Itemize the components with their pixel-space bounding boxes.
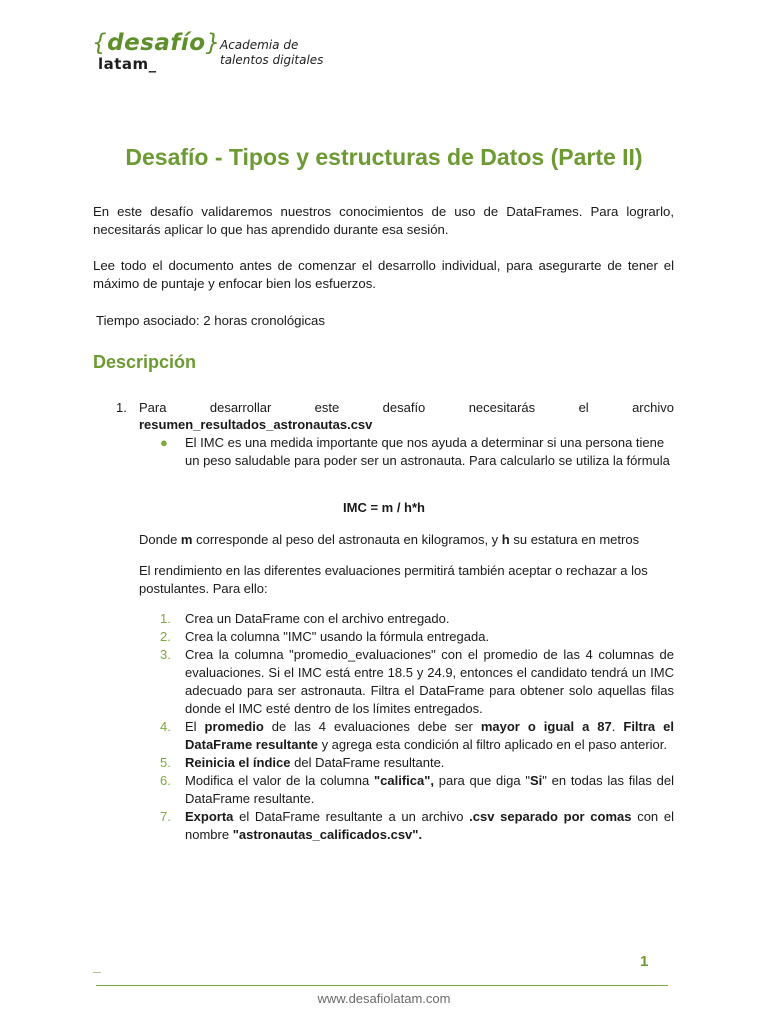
formula-explanation: Donde m corresponde al peso del astronauta en kilogramos, y h su estatura en metros xyxy=(139,532,640,547)
imc-formula: IMC = m / h*h xyxy=(343,500,425,515)
file-name: resumen_resultados_astronautas.csv xyxy=(139,417,373,432)
logo-tagline: Academia de talentos digitales xyxy=(220,38,324,67)
logo-subtitle: latam_ xyxy=(98,55,157,73)
item-text-line: Para desarrollar este desafío necesitarás el archivo xyxy=(139,400,674,415)
step-number: 3. xyxy=(160,647,171,662)
document-title: Desafío - Tipos y estructuras de Datos (Parte II) xyxy=(125,144,643,170)
bullet-dot-icon: ● xyxy=(160,435,168,450)
bullet-text: El IMC es una medida importante que nos ayuda a determinar si una persona tiene un peso saludable para poder ser un astronauta. Para calcularlo se utiliza la fórmula xyxy=(185,435,670,468)
list-item: 5. Reinicia el índice del DataFrame resultante. xyxy=(160,755,445,770)
footer-mark: _ xyxy=(93,958,101,974)
step-number: 1. xyxy=(160,611,171,626)
logo-wordmark: {desafío} xyxy=(92,30,221,56)
brand-logo xyxy=(92,30,221,72)
instructions-paragraph: Lee todo el documento antes de comenzar el desarrollo individual, para asegurarte de tener el máximo de puntaje y enfocar bien los esfuerzos. xyxy=(93,258,674,291)
step-number: 4. xyxy=(160,719,171,734)
footer-url: www.desafiolatam.com xyxy=(317,991,451,1006)
list-item: 4. El promedio de las 4 evaluaciones debe ser mayor o igual a 87. Filtra el DataFrame resultante y agrega esta condición al filtro aplicado en el paso anterior. xyxy=(160,719,674,752)
step-number: 2. xyxy=(160,629,171,644)
list-item xyxy=(139,399,674,433)
page-number: 1 xyxy=(640,953,649,970)
list-item: 7. Exporta el DataFrame resultante a un archivo .csv separado por comas con el nombre "astronautas_calificados.csv". xyxy=(160,809,674,842)
footer-divider xyxy=(96,985,668,986)
step-number: 7. xyxy=(160,809,171,824)
step-number: 5. xyxy=(160,755,171,770)
step-number: 6. xyxy=(160,773,171,788)
time-paragraph: Tiempo asociado: 2 horas cronológicas xyxy=(96,313,325,328)
list-item: 2. Crea la columna "IMC" usando la fórmula entregada. xyxy=(160,629,490,644)
list-item: 6. Modifica el valor de la columna "califica", para que diga "Si" en todas las filas del DataFrame resultante. xyxy=(160,773,674,806)
intro-paragraph: En este desafío validaremos nuestros conocimientos de uso de DataFrames. Para lograrlo, necesitarás aplicar lo que has aprendido durante esa sesión. xyxy=(93,204,674,237)
list-item: 1. Crea un DataFrame con el archivo entregado. xyxy=(160,611,450,626)
list-number: 1. xyxy=(116,400,127,415)
section-heading: Descripción xyxy=(93,352,197,372)
performance-paragraph: El rendimiento en las diferentes evaluaciones permitirá también aceptar o rechazar a los postulantes. Para ello: xyxy=(139,563,648,596)
list-item: 3. Crea la columna "promedio_evaluaciones" con el promedio de las 4 columnas de evaluaciones. Si el IMC está entre 18.5 y 24.9, entonces el candidato tendrá un IMC adecuado para ser astronauta. Filtra el DataFrame para obtener solo aquellas filas donde el IMC esté dentro de los límites entregados. xyxy=(160,647,674,716)
steps-list xyxy=(160,610,674,844)
